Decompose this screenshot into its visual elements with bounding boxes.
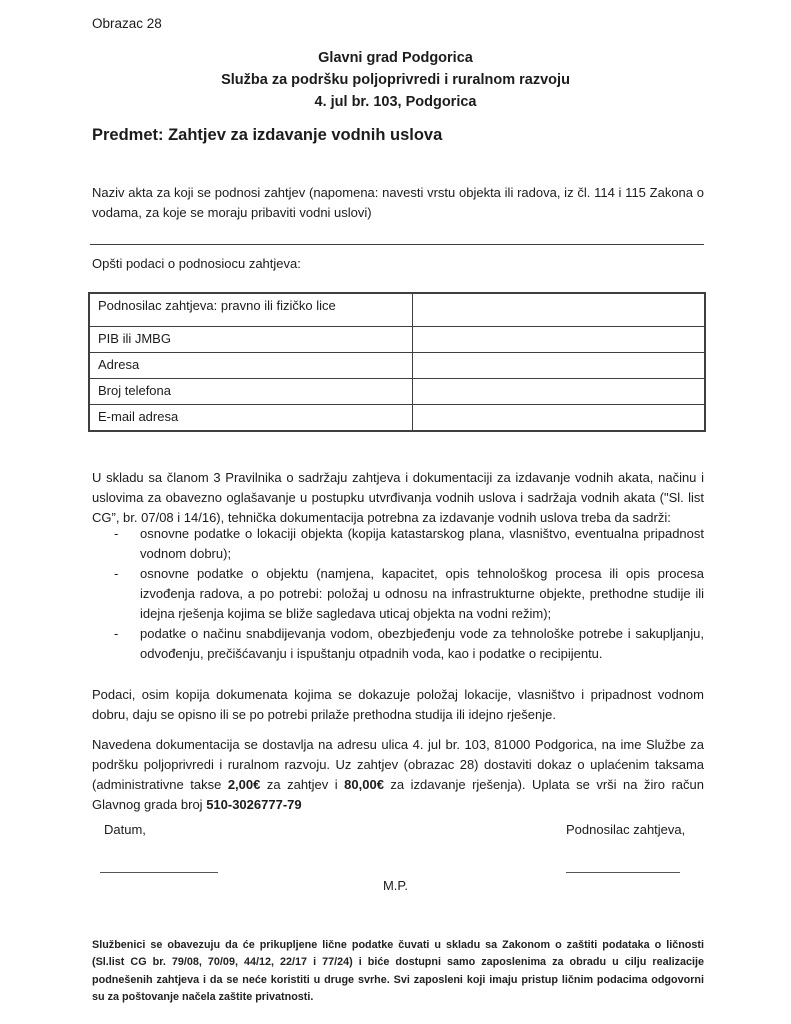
table-value-cell: [413, 379, 706, 405]
bullet-dash: -: [114, 526, 119, 541]
table-value-cell: [413, 353, 706, 379]
list-item: [92, 564, 704, 624]
requirements-intro: U skladu sa članom 3 Pravilnika o sadržaju zahtjeva i dokumentaciji za izdavanje vodnih akata, načinu i uslovima za obavezno oglašavanje u postupku utvrđivanja vodnih uslova i sadržaja vodnih akata ("Sl. list CG”, br. 07/08 i 14/16), tehnička dokumentacija potrebna za izdavanje vodnih uslova treba da sadrži:: [92, 470, 704, 525]
bullet-dash: -: [114, 626, 119, 641]
privacy-notice: Službenici se obavezuju da će prikupljene lične podatke čuvati u skladu sa Zakonom o zaštiti podataka o ličnosti (Sl.list CG br. 79/08, 70/09, 44/12, 22/17 i 77/24) i biće dostupni samo zaposlenima za obradu u cilju realizacije podnešenih zahtjeva i da se neće koristiti u druge svrhe. Svi zaposleni koji imaju pristup ličnim podacima odgovorni su za poštovanje načela zaštite privatnosti.: [92, 938, 704, 1004]
fee-decision-amount: 80,00€: [344, 777, 384, 792]
table-row: [89, 327, 705, 353]
bullet-text: osnovne podatke o objektu (namjena, kapacitet, opis tehnološkog procesa ili opis procesa izvođenja radova, a po potrebi: položaj u odnosu na infrastrukturne objekte, prethodne studije ili idejna rješenja kojima se bliže sagledava uticaj objekta na vodni režim);: [140, 566, 704, 621]
document-header: [0, 47, 791, 113]
table-label-cell: Broj telefona: [89, 379, 413, 405]
stamp-label: M.P.: [382, 878, 409, 893]
header-address: 4. jul br. 103, Podgorica: [314, 94, 477, 110]
table-label-cell: E-mail adresa: [89, 405, 413, 432]
date-signature-line: [100, 872, 218, 873]
descriptive-data-note: Podaci, osim kopija dokumenata kojima se dokazuje položaj lokacije, vlasništvo i pripadnost vodnom dobru, daju se opisno ili se po potrebi prilaže prethodna studija ili idejno rješenje.: [92, 687, 704, 722]
submission-text: Navedena dokumentacija se dostavlja na adresu ulica 4. jul br. 103, 81000 Podgorica, na ime Službe za podršku poljoprivredi i ruralnom razvoju. Uz zahtjev (obrazac 28) dostaviti dokaz o uplaćenim taksama (administrativne takse: [92, 737, 704, 792]
separator-line: [90, 244, 704, 245]
table-row: [89, 293, 705, 327]
bullet-text: osnovne podatke o lokaciji objekta (kopija katastarskog plana, vlasništvo, eventualna pripadnost vodnom dobru);: [140, 526, 704, 561]
table-row: [89, 353, 705, 379]
header-organization: Glavni grad Podgorica: [318, 50, 473, 66]
table-label-cell: Adresa: [89, 353, 413, 379]
requirements-list: [92, 524, 704, 664]
table-label-cell: Podnosilac zahtjeva: pravno ili fizičko lice: [89, 293, 413, 327]
table-value-cell: [413, 405, 706, 432]
date-label: Datum,: [104, 822, 146, 837]
submission-text: za zahtjev i: [260, 777, 345, 792]
general-data-label: Opšti podaci o podnosiocu zahtjeva:: [92, 256, 301, 271]
table-label-cell: PIB ili JMBG: [89, 327, 413, 353]
list-item: [92, 524, 704, 564]
applicant-table: [88, 292, 706, 432]
submission-text: za izdavanje rješenja). Uplata se vrši na žiro račun Glavnog grada broj: [92, 777, 704, 812]
submission-paragraph: [92, 735, 704, 815]
fee-request-amount: 2,00€: [227, 777, 261, 792]
table-value-cell: [413, 327, 706, 353]
list-item: [92, 624, 704, 664]
subject-line: Predmet: Zahtjev za izdavanje vodnih uslova: [92, 126, 443, 144]
table-row: [89, 379, 705, 405]
applicant-signature-label: Podnosilac zahtjeva,: [566, 822, 686, 837]
applicant-signature-line: [566, 872, 680, 873]
bullet-dash: -: [114, 566, 119, 581]
intro-paragraph: Naziv akta za koji se podnosi zahtjev (napomena: navesti vrstu objekta ili radova, iz čl. 114 i 115 Zakona o vodama, za koje se moraju pribaviti vodni uslovi): [92, 185, 704, 220]
header-department: Služba za podršku poljoprivredi i ruralnom razvoju: [221, 72, 570, 88]
bullet-text: podatke o načinu snabdijevanja vodom, obezbjeđenju vode za tehnološke potrebe i sakupljanju, odvođenju, prečišćavanju i ispuštanju otpadnih voda, kao i podatke o recipijentu.: [140, 626, 704, 661]
table-row: [89, 405, 705, 432]
account-number: 510-3026777-79: [206, 797, 302, 812]
form-number: Obrazac 28: [92, 16, 162, 31]
table-value-cell: [413, 293, 706, 327]
